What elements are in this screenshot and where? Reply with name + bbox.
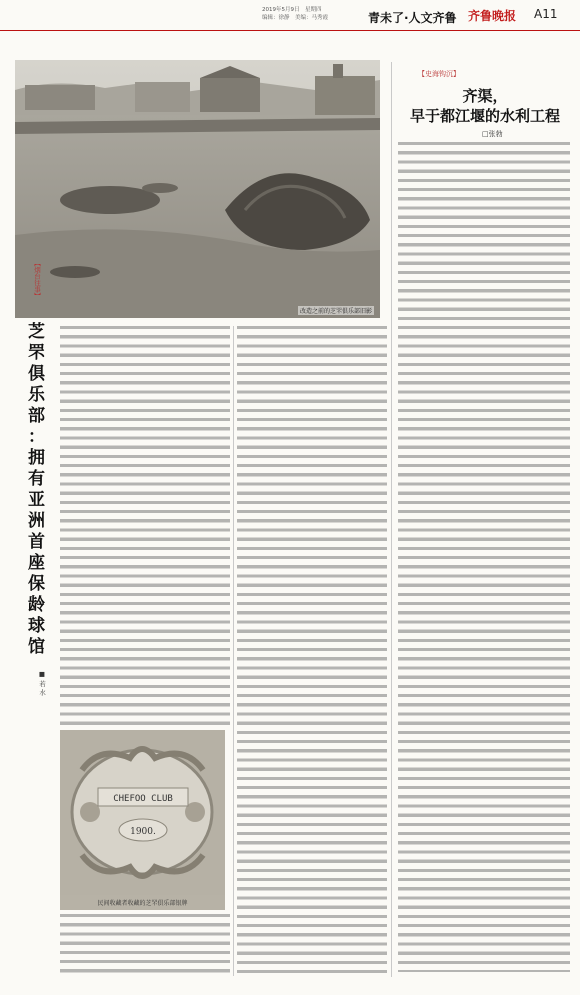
side-article-tag: 【史海钩沉】 (418, 70, 460, 78)
title-char: 罘 (28, 343, 45, 363)
title-char: 部 (28, 406, 45, 426)
column-divider (391, 62, 392, 977)
main-body-col-1 (60, 326, 230, 726)
title-char: ： (28, 427, 45, 447)
bottom-photo-caption: 民间收藏者收藏的芝罘俱乐部银牌 (97, 900, 188, 907)
side-article-author: □张勃 (482, 130, 503, 138)
club-plaque-photo (60, 730, 225, 910)
title-char: 乐 (28, 385, 45, 405)
top-photo-caption: 改造之前的芝罘俱乐部旧影 (299, 308, 372, 315)
main-body-col-1b (60, 914, 230, 976)
main-title-tail (26, 322, 47, 662)
issue-date: 2019年5月9日 星期四 (262, 7, 322, 13)
title-char: 洲 (28, 511, 45, 531)
main-article-author: ■ 若 水 (38, 670, 46, 696)
newspaper-logo: 齐鲁晚报 (468, 9, 517, 23)
club-old-photo (15, 60, 380, 318)
page-number: A11 (534, 7, 558, 21)
title-char: 有 (28, 469, 45, 489)
title-char: 首 (28, 532, 45, 552)
side-title-line2: 早于都江堰的水利工程 (409, 107, 560, 125)
header-meta (262, 6, 362, 22)
old-photo-illustration (15, 60, 380, 318)
title-char: 亚 (28, 490, 45, 510)
editors-line: 编辑：徐静 美编：马秀霞 (262, 15, 329, 21)
title-char: 拥 (28, 448, 45, 468)
header-rule (0, 30, 580, 31)
title-char: 座 (28, 553, 45, 573)
title-char: 龄 (28, 595, 45, 615)
side-article-body (398, 142, 570, 972)
plaque-year: 1900. (130, 827, 156, 837)
plaque-name: CHEFOO CLUB (113, 794, 173, 804)
title-char: 俱 (28, 364, 45, 384)
title-char: 芝 (28, 322, 45, 342)
title-char: 保 (28, 574, 45, 594)
title-char: 馆 (28, 637, 45, 657)
title-char: 球 (28, 616, 45, 636)
main-body-col-2 (237, 326, 387, 976)
column-divider (233, 326, 234, 976)
plaque-illustration (60, 730, 225, 895)
section-title: 青未了·人文齐鲁 (368, 11, 457, 25)
side-article-title (400, 86, 570, 126)
side-title-line1: 齐渠， (462, 87, 508, 105)
main-article-tag: 【烟台往事】 (33, 260, 41, 299)
